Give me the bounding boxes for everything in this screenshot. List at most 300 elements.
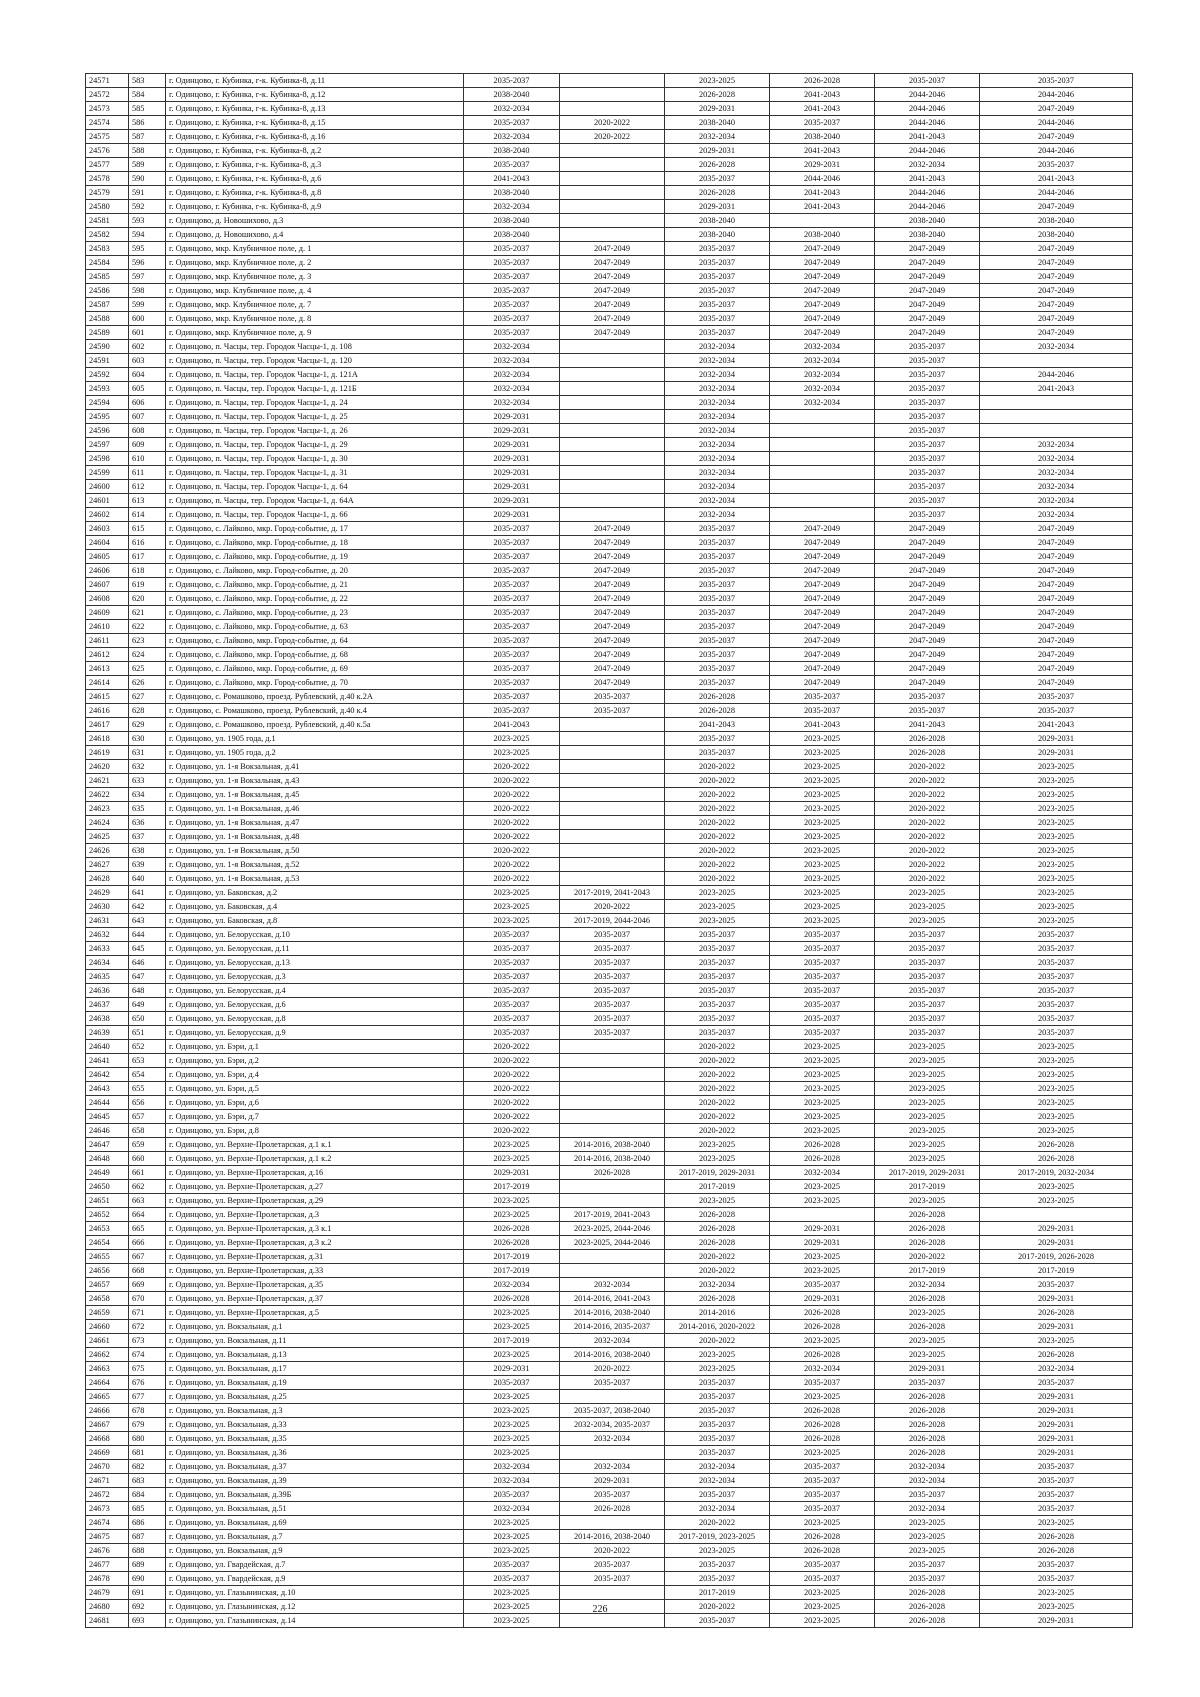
- ordinal-cell: 618: [129, 564, 166, 578]
- ordinal-cell: 637: [129, 830, 166, 844]
- address-cell: г. Одинцово, ул. Верхне-Пролетарская, д.29: [166, 1194, 464, 1208]
- period-6-cell: 2029-2031: [980, 1404, 1133, 1418]
- row-id-cell: 24602: [86, 508, 129, 522]
- period-1-cell: 2020-2022: [464, 1068, 560, 1082]
- period-5-cell: 2026-2028: [875, 1390, 980, 1404]
- ordinal-cell: 673: [129, 1334, 166, 1348]
- row-id-cell: 24671: [86, 1474, 129, 1488]
- address-cell: г. Одинцово, ул. Вокзальная, д.37: [166, 1460, 464, 1474]
- table-row: [86, 1292, 1133, 1306]
- ordinal-cell: 583: [129, 74, 166, 88]
- period-6-cell: 2035-2037: [980, 1376, 1133, 1390]
- period-5-cell: 2035-2037: [875, 970, 980, 984]
- ordinal-cell: 690: [129, 1572, 166, 1586]
- table-row: [86, 1110, 1133, 1124]
- table-row: [86, 1334, 1133, 1348]
- row-id-cell: 24635: [86, 970, 129, 984]
- ordinal-cell: 685: [129, 1502, 166, 1516]
- period-4-cell: 2047-2049: [770, 578, 875, 592]
- period-4-cell: 2026-2028: [770, 1320, 875, 1334]
- period-6-cell: 2026-2028: [980, 1152, 1133, 1166]
- table-row: [86, 704, 1133, 718]
- period-6-cell: 2023-2025: [980, 1054, 1133, 1068]
- address-cell: г. Одинцово, ул. Бэри, д.6: [166, 1096, 464, 1110]
- table-row: [86, 410, 1133, 424]
- period-3-cell: 2023-2025: [665, 1152, 770, 1166]
- period-1-cell: 2035-2037: [464, 606, 560, 620]
- period-1-cell: 2020-2022: [464, 1082, 560, 1096]
- period-6-cell: 2032-2034: [980, 1362, 1133, 1376]
- period-1-cell: 2035-2037: [464, 1376, 560, 1390]
- table-row: [86, 1376, 1133, 1390]
- period-4-cell: 2047-2049: [770, 522, 875, 536]
- period-2-cell: [560, 1586, 665, 1600]
- period-2-cell: [560, 802, 665, 816]
- period-6-cell: 2035-2037: [980, 956, 1133, 970]
- period-5-cell: 2026-2028: [875, 1446, 980, 1460]
- address-cell: г. Одинцово, г. Кубинка, г-к. Кубинка-8, д.13: [166, 102, 464, 116]
- period-3-cell: 2020-2022: [665, 844, 770, 858]
- period-4-cell: 2029-2031: [770, 1292, 875, 1306]
- period-1-cell: 2035-2037: [464, 298, 560, 312]
- period-3-cell: 2035-2037: [665, 284, 770, 298]
- address-cell: г. Одинцово, ул. Верхне-Пролетарская, д.1 к.1: [166, 1138, 464, 1152]
- address-cell: г. Одинцово, ул. Белорусская, д.10: [166, 928, 464, 942]
- period-5-cell: 2047-2049: [875, 648, 980, 662]
- table-row: [86, 256, 1133, 270]
- period-2-cell: 2047-2049: [560, 648, 665, 662]
- period-4-cell: 2023-2025: [770, 886, 875, 900]
- period-4-cell: 2029-2031: [770, 1236, 875, 1250]
- address-cell: г. Одинцово, ул. Баковская, д.4: [166, 900, 464, 914]
- row-id-cell: 24638: [86, 1012, 129, 1026]
- row-id-cell: 24607: [86, 578, 129, 592]
- address-cell: г. Одинцово, с. Лайково, мкр. Город-событие, д. 22: [166, 592, 464, 606]
- period-3-cell: 2023-2025: [665, 74, 770, 88]
- period-3-cell: 2035-2037: [665, 648, 770, 662]
- period-5-cell: 2035-2037: [875, 1572, 980, 1586]
- table-row: [86, 1362, 1133, 1376]
- period-4-cell: 2047-2049: [770, 326, 875, 340]
- period-5-cell: 2023-2025: [875, 1152, 980, 1166]
- address-cell: г. Одинцово, ул. Верхне-Пролетарская, д.3 к.2: [166, 1236, 464, 1250]
- period-3-cell: 2026-2028: [665, 1292, 770, 1306]
- ordinal-cell: 652: [129, 1040, 166, 1054]
- period-4-cell: 2023-2025: [770, 1446, 875, 1460]
- row-id-cell: 24645: [86, 1110, 129, 1124]
- period-3-cell: 2026-2028: [665, 690, 770, 704]
- period-2-cell: 2014-2016, 2038-2040: [560, 1306, 665, 1320]
- period-5-cell: 2047-2049: [875, 284, 980, 298]
- period-6-cell: 2023-2025: [980, 1096, 1133, 1110]
- period-2-cell: 2047-2049: [560, 536, 665, 550]
- table-row: [86, 1348, 1133, 1362]
- row-id-cell: 24680: [86, 1600, 129, 1614]
- row-id-cell: 24646: [86, 1124, 129, 1138]
- ordinal-cell: 681: [129, 1446, 166, 1460]
- period-5-cell: 2026-2028: [875, 1236, 980, 1250]
- period-6-cell: 2035-2037: [980, 690, 1133, 704]
- period-5-cell: 2032-2034: [875, 1474, 980, 1488]
- table-row: [86, 956, 1133, 970]
- row-id-cell: 24632: [86, 928, 129, 942]
- ordinal-cell: 633: [129, 774, 166, 788]
- row-id-cell: 24592: [86, 368, 129, 382]
- period-5-cell: 2044-2046: [875, 102, 980, 116]
- table-row: [86, 102, 1133, 116]
- ordinal-cell: 589: [129, 158, 166, 172]
- period-2-cell: 2017-2019, 2041-2043: [560, 1208, 665, 1222]
- row-id-cell: 24614: [86, 676, 129, 690]
- address-cell: г. Одинцово, ул. Бэри, д.2: [166, 1054, 464, 1068]
- ordinal-cell: 692: [129, 1600, 166, 1614]
- address-cell: г. Одинцово, ул. 1-я Вокзальная, д.48: [166, 830, 464, 844]
- period-6-cell: 2032-2034: [980, 508, 1133, 522]
- row-id-cell: 24625: [86, 830, 129, 844]
- ordinal-cell: 613: [129, 494, 166, 508]
- period-4-cell: [770, 508, 875, 522]
- period-4-cell: [770, 1208, 875, 1222]
- period-1-cell: 2035-2037: [464, 536, 560, 550]
- address-cell: г. Одинцово, ул. Верхне-Пролетарская, д.5: [166, 1306, 464, 1320]
- table-row: [86, 1404, 1133, 1418]
- row-id-cell: 24581: [86, 214, 129, 228]
- period-1-cell: 2023-2025: [464, 1516, 560, 1530]
- period-5-cell: 2026-2028: [875, 746, 980, 760]
- period-1-cell: 2020-2022: [464, 1040, 560, 1054]
- period-4-cell: 2041-2043: [770, 88, 875, 102]
- table-row: [86, 494, 1133, 508]
- table-row: [86, 466, 1133, 480]
- table-row: [86, 732, 1133, 746]
- address-cell: г. Одинцово, ул. Верхне-Пролетарская, д.27: [166, 1180, 464, 1194]
- period-1-cell: 2026-2028: [464, 1292, 560, 1306]
- period-1-cell: 2041-2043: [464, 718, 560, 732]
- period-2-cell: 2035-2037: [560, 704, 665, 718]
- period-5-cell: 2047-2049: [875, 312, 980, 326]
- period-5-cell: 2020-2022: [875, 830, 980, 844]
- period-1-cell: 2032-2034: [464, 1502, 560, 1516]
- period-3-cell: 2035-2037: [665, 270, 770, 284]
- period-4-cell: 2023-2025: [770, 1334, 875, 1348]
- period-4-cell: 2023-2025: [770, 844, 875, 858]
- row-id-cell: 24612: [86, 648, 129, 662]
- table-row: [86, 424, 1133, 438]
- period-4-cell: 2023-2025: [770, 816, 875, 830]
- row-id-cell: 24593: [86, 382, 129, 396]
- ordinal-cell: 624: [129, 648, 166, 662]
- period-3-cell: 2023-2025: [665, 900, 770, 914]
- period-1-cell: 2035-2037: [464, 620, 560, 634]
- row-id-cell: 24642: [86, 1068, 129, 1082]
- table-row: [86, 186, 1133, 200]
- period-5-cell: 2023-2025: [875, 1334, 980, 1348]
- period-4-cell: 2047-2049: [770, 676, 875, 690]
- period-4-cell: 2047-2049: [770, 606, 875, 620]
- period-3-cell: 2014-2016: [665, 1306, 770, 1320]
- ordinal-cell: 636: [129, 816, 166, 830]
- table-row: [86, 928, 1133, 942]
- address-cell: г. Одинцово, п. Часцы, тер. Городок Часцы-1, д. 121Б: [166, 382, 464, 396]
- period-2-cell: 2032-2034, 2035-2037: [560, 1418, 665, 1432]
- period-6-cell: 2035-2037: [980, 998, 1133, 1012]
- period-6-cell: 2047-2049: [980, 522, 1133, 536]
- period-2-cell: 2035-2037: [560, 1376, 665, 1390]
- period-4-cell: [770, 438, 875, 452]
- period-4-cell: 2047-2049: [770, 284, 875, 298]
- table-row: [86, 1544, 1133, 1558]
- period-4-cell: 2032-2034: [770, 1166, 875, 1180]
- period-5-cell: 2047-2049: [875, 550, 980, 564]
- address-cell: г. Одинцово, г. Кубинка, г-к. Кубинка-8, д.9: [166, 200, 464, 214]
- period-1-cell: 2020-2022: [464, 760, 560, 774]
- period-2-cell: 2035-2037: [560, 1572, 665, 1586]
- period-3-cell: 2035-2037: [665, 928, 770, 942]
- period-4-cell: 2023-2025: [770, 1096, 875, 1110]
- ordinal-cell: 638: [129, 844, 166, 858]
- period-2-cell: 2020-2022: [560, 900, 665, 914]
- table-row: [86, 1180, 1133, 1194]
- period-1-cell: 2035-2037: [464, 676, 560, 690]
- ordinal-cell: 678: [129, 1404, 166, 1418]
- period-2-cell: 2017-2019, 2044-2046: [560, 914, 665, 928]
- period-6-cell: 2035-2037: [980, 1460, 1133, 1474]
- period-4-cell: [770, 424, 875, 438]
- period-3-cell: 2023-2025: [665, 1544, 770, 1558]
- period-1-cell: 2032-2034: [464, 102, 560, 116]
- period-4-cell: 2029-2031: [770, 1222, 875, 1236]
- period-3-cell: 2035-2037: [665, 956, 770, 970]
- period-5-cell: 2035-2037: [875, 396, 980, 410]
- address-cell: г. Одинцово, п. Часцы, тер. Городок Часцы-1, д. 108: [166, 340, 464, 354]
- period-4-cell: [770, 480, 875, 494]
- address-cell: г. Одинцово, с. Лайково, мкр. Город-событие, д. 69: [166, 662, 464, 676]
- period-5-cell: 2023-2025: [875, 1068, 980, 1082]
- period-6-cell: 2029-2031: [980, 1614, 1133, 1628]
- period-5-cell: 2023-2025: [875, 1096, 980, 1110]
- period-3-cell: 2026-2028: [665, 704, 770, 718]
- row-id-cell: 24574: [86, 116, 129, 130]
- period-4-cell: 2044-2046: [770, 172, 875, 186]
- period-1-cell: 2020-2022: [464, 844, 560, 858]
- address-cell: г. Одинцово, г. Кубинка, г-к. Кубинка-8, д.16: [166, 130, 464, 144]
- period-5-cell: 2026-2028: [875, 1404, 980, 1418]
- period-6-cell: 2032-2034: [980, 438, 1133, 452]
- address-cell: г. Одинцово, с. Лайково, мкр. Город-событие, д. 23: [166, 606, 464, 620]
- period-3-cell: 2026-2028: [665, 1208, 770, 1222]
- period-3-cell: 2032-2034: [665, 494, 770, 508]
- period-5-cell: 2023-2025: [875, 1306, 980, 1320]
- period-6-cell: 2047-2049: [980, 130, 1133, 144]
- period-1-cell: 2035-2037: [464, 998, 560, 1012]
- table-row: [86, 1460, 1133, 1474]
- period-3-cell: 2020-2022: [665, 1068, 770, 1082]
- period-1-cell: 2035-2037: [464, 550, 560, 564]
- period-4-cell: [770, 452, 875, 466]
- row-id-cell: 24620: [86, 760, 129, 774]
- period-4-cell: 2041-2043: [770, 200, 875, 214]
- period-3-cell: 2020-2022: [665, 1600, 770, 1614]
- row-id-cell: 24606: [86, 564, 129, 578]
- address-cell: г. Одинцово, ул. Верхне-Пролетарская, д.1 к.2: [166, 1152, 464, 1166]
- period-2-cell: 2035-2037: [560, 1012, 665, 1026]
- address-cell: г. Одинцово, д. Новошихово, д.3: [166, 214, 464, 228]
- period-2-cell: [560, 1068, 665, 1082]
- period-6-cell: 2023-2025: [980, 788, 1133, 802]
- period-3-cell: 2035-2037: [665, 242, 770, 256]
- row-id-cell: 24651: [86, 1194, 129, 1208]
- period-4-cell: 2023-2025: [770, 788, 875, 802]
- address-cell: г. Одинцово, ул. Белорусская, д.8: [166, 1012, 464, 1026]
- period-3-cell: 2020-2022: [665, 1250, 770, 1264]
- period-2-cell: 2047-2049: [560, 592, 665, 606]
- row-id-cell: 24649: [86, 1166, 129, 1180]
- period-1-cell: 2029-2031: [464, 466, 560, 480]
- period-1-cell: 2035-2037: [464, 270, 560, 284]
- period-3-cell: 2035-2037: [665, 970, 770, 984]
- period-6-cell: 2047-2049: [980, 284, 1133, 298]
- period-3-cell: 2023-2025: [665, 1138, 770, 1152]
- table-row: [86, 1026, 1133, 1040]
- period-6-cell: 2023-2025: [980, 900, 1133, 914]
- address-cell: г. Одинцово, ул. Белорусская, д.11: [166, 942, 464, 956]
- period-3-cell: 2032-2034: [665, 354, 770, 368]
- period-5-cell: 2035-2037: [875, 704, 980, 718]
- period-4-cell: 2035-2037: [770, 1558, 875, 1572]
- period-4-cell: 2026-2028: [770, 1138, 875, 1152]
- ordinal-cell: 632: [129, 760, 166, 774]
- period-4-cell: 2023-2025: [770, 1390, 875, 1404]
- ordinal-cell: 641: [129, 886, 166, 900]
- period-4-cell: 2047-2049: [770, 270, 875, 284]
- period-4-cell: 2035-2037: [770, 956, 875, 970]
- period-1-cell: 2035-2037: [464, 928, 560, 942]
- table-row: [86, 984, 1133, 998]
- period-5-cell: 2035-2037: [875, 1488, 980, 1502]
- address-cell: г. Одинцово, ул. Вокзальная, д.11: [166, 1334, 464, 1348]
- period-1-cell: 2035-2037: [464, 648, 560, 662]
- period-3-cell: 2029-2031: [665, 144, 770, 158]
- period-4-cell: 2035-2037: [770, 928, 875, 942]
- period-1-cell: 2029-2031: [464, 494, 560, 508]
- period-2-cell: 2047-2049: [560, 606, 665, 620]
- address-cell: г. Одинцово, мкр. Клубничное поле, д. 9: [166, 326, 464, 340]
- table-row: [86, 1530, 1133, 1544]
- ordinal-cell: 645: [129, 942, 166, 956]
- period-1-cell: 2026-2028: [464, 1222, 560, 1236]
- table-row: [86, 690, 1133, 704]
- period-1-cell: 2029-2031: [464, 410, 560, 424]
- row-id-cell: 24650: [86, 1180, 129, 1194]
- period-1-cell: 2041-2043: [464, 172, 560, 186]
- ordinal-cell: 683: [129, 1474, 166, 1488]
- table-row: [86, 774, 1133, 788]
- period-4-cell: 2026-2028: [770, 1404, 875, 1418]
- period-3-cell: 2020-2022: [665, 1334, 770, 1348]
- ordinal-cell: 682: [129, 1460, 166, 1474]
- period-5-cell: 2035-2037: [875, 690, 980, 704]
- period-4-cell: 2023-2025: [770, 1600, 875, 1614]
- table-row: [86, 802, 1133, 816]
- period-4-cell: 2041-2043: [770, 102, 875, 116]
- period-2-cell: 2035-2037: [560, 928, 665, 942]
- address-cell: г. Одинцово, п. Часцы, тер. Городок Часцы-1, д. 120: [166, 354, 464, 368]
- row-id-cell: 24578: [86, 172, 129, 186]
- period-6-cell: 2023-2025: [980, 1586, 1133, 1600]
- period-4-cell: 2035-2037: [770, 690, 875, 704]
- address-cell: г. Одинцово, с. Ромашково, проезд. Рублевский, д.40 к.2А: [166, 690, 464, 704]
- ordinal-cell: 670: [129, 1292, 166, 1306]
- period-2-cell: 2047-2049: [560, 270, 665, 284]
- period-5-cell: 2029-2031: [875, 1362, 980, 1376]
- address-cell: г. Одинцово, мкр. Клубничное поле, д. 8: [166, 312, 464, 326]
- ordinal-cell: 693: [129, 1614, 166, 1628]
- period-1-cell: 2023-2025: [464, 900, 560, 914]
- row-id-cell: 24655: [86, 1250, 129, 1264]
- period-2-cell: 2035-2037: [560, 942, 665, 956]
- row-id-cell: 24622: [86, 788, 129, 802]
- period-1-cell: 2038-2040: [464, 228, 560, 242]
- ordinal-cell: 603: [129, 354, 166, 368]
- period-6-cell: 2023-2025: [980, 1194, 1133, 1208]
- period-1-cell: 2020-2022: [464, 830, 560, 844]
- row-id-cell: 24640: [86, 1040, 129, 1054]
- row-id-cell: 24573: [86, 102, 129, 116]
- period-4-cell: 2023-2025: [770, 1180, 875, 1194]
- period-5-cell: 2047-2049: [875, 536, 980, 550]
- period-5-cell: 2047-2049: [875, 676, 980, 690]
- period-6-cell: 2023-2025: [980, 1600, 1133, 1614]
- period-3-cell: 2023-2025: [665, 886, 770, 900]
- row-id-cell: 24630: [86, 900, 129, 914]
- row-id-cell: 24636: [86, 984, 129, 998]
- period-2-cell: [560, 1614, 665, 1628]
- period-4-cell: 2032-2034: [770, 396, 875, 410]
- period-3-cell: 2035-2037: [665, 298, 770, 312]
- period-6-cell: 2017-2019: [980, 1264, 1133, 1278]
- period-2-cell: [560, 102, 665, 116]
- period-2-cell: 2035-2037: [560, 984, 665, 998]
- ordinal-cell: 596: [129, 256, 166, 270]
- period-6-cell: 2029-2031: [980, 732, 1133, 746]
- period-2-cell: [560, 1124, 665, 1138]
- address-cell: г. Одинцово, ул. Верхне-Пролетарская, д.3: [166, 1208, 464, 1222]
- row-id-cell: 24599: [86, 466, 129, 480]
- period-2-cell: 2032-2034: [560, 1432, 665, 1446]
- ordinal-cell: 676: [129, 1376, 166, 1390]
- period-2-cell: [560, 1180, 665, 1194]
- period-4-cell: 2032-2034: [770, 340, 875, 354]
- period-2-cell: [560, 774, 665, 788]
- period-2-cell: 2035-2037: [560, 1026, 665, 1040]
- period-4-cell: 2035-2037: [770, 942, 875, 956]
- ordinal-cell: 602: [129, 340, 166, 354]
- ordinal-cell: 653: [129, 1054, 166, 1068]
- period-1-cell: 2023-2025: [464, 1194, 560, 1208]
- period-6-cell: 2035-2037: [980, 970, 1133, 984]
- row-id-cell: 24628: [86, 872, 129, 886]
- address-cell: г. Одинцово, с. Лайково, мкр. Город-событие, д. 70: [166, 676, 464, 690]
- period-5-cell: 2017-2019: [875, 1180, 980, 1194]
- address-cell: г. Одинцово, ул. Верхне-Пролетарская, д.3 к.1: [166, 1222, 464, 1236]
- period-4-cell: 2023-2025: [770, 1614, 875, 1628]
- period-5-cell: 2047-2049: [875, 662, 980, 676]
- table-row: [86, 508, 1133, 522]
- address-cell: г. Одинцово, ул. Белорусская, д.13: [166, 956, 464, 970]
- ordinal-cell: 675: [129, 1362, 166, 1376]
- row-id-cell: 24631: [86, 914, 129, 928]
- period-1-cell: 2020-2022: [464, 788, 560, 802]
